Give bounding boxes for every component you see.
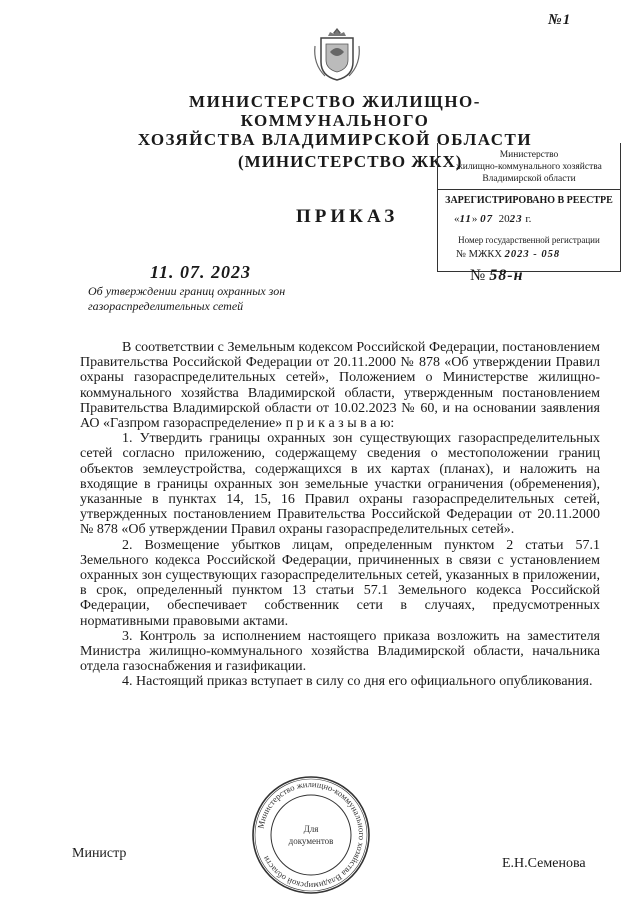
registry-stamp [437,143,621,272]
order-date: 11. 07. 2023 [150,262,252,282]
registry-stamp-divider [438,189,620,190]
order-number [470,267,523,285]
registry-number-prefix: № МЖКХ [456,249,502,260]
order-subject-line2: газораспределительных сетей [88,299,244,313]
order-preamble: В соответствии с Земельным кодексом Российской Федерации, постановлением Правительства Российской Федерации от 20.11.2000 № 878 «Об утверждении Правил охраны газораспределительных сетей», Положением о Министерстве жилищно-коммунального хозяйства Владимирской области, утвержденным постановлением Правительства Владимирской области от 10.02.2023 № 60, и на основании заявления АО «Газпром газораспределение» п р и к а з ы в а ю: [80,340,600,432]
order-item-3: 3. Контроль за исполнением настоящего приказа возложить на заместителя Министра жилищно-коммунального хозяйства Владимирской области, начальника отдела газоснабжения и газификации. [80,628,600,675]
seal-center-line1: Для [303,824,319,834]
coat-of-arms-emblem [312,24,362,84]
registry-number [456,249,560,260]
order-subject [88,284,348,314]
order-item-4: 4. Настоящий приказ вступает в силу со дня его официального опубликования. [122,674,593,690]
order-number-prefix: № [470,267,486,284]
registry-number-label: Номер государственной регистрации [458,235,600,245]
official-seal [250,774,372,896]
registry-date-day: 11 [459,213,472,225]
signatory-title: Министр [72,846,127,861]
registry-org-line1: Министерство [499,150,559,160]
registry-date-year-prefix: 20 [498,213,510,225]
registry-org-line3: Владимирской области [482,174,576,184]
order-subject-line1: Об утверждении границ охранных зон [88,284,286,298]
seal-center-line2: документов [288,836,334,846]
signatory-name: Е.Н.Семенова [502,856,586,871]
document-type-title: ПРИКАЗ [296,206,399,227]
registry-org-line2: жилищно-коммунального хозяйства [456,162,602,172]
order-number-value: 58-н [489,267,524,284]
registry-date: «11» 07 2023 г. [454,213,532,225]
ministry-name-line2: ХОЗЯЙСТВА ВЛАДИМИРСКОЙ ОБЛАСТИ [137,130,533,149]
registry-registered-label: ЗАРЕГИСТРИРОВАНО В РЕЕСТРЕ [445,195,613,206]
registry-number-value: 2023 - 058 [504,249,561,260]
page-mark: №1 [548,12,572,28]
order-item-2: 2. Возмещение убытков лицам, определенным пунктом 2 статьи 57.1 Земельного кодекса Российской Федерации, причиненных в связи с установлением охранных зон существующих газораспределительных сетей, указанных в приложении, в срок, определенный пунктом 13 статьи 57.1 Земельного кодекса Российской Федерации, обеспечивает собственник сети в случаях, предусмотренных нормативными правовыми актами. [80,537,600,629]
registry-date-year-suffix: 23 [509,213,523,225]
order-item-1: 1. Утвердить границы охранных зон существующих газораспределительных сетей согласно приложению, содержащему сведения о местоположении границ объектов землеустройства, содержащихся в их картах (планах), и наложить на входящие в границы охранных зон земельные участки ограничения (обременения), указанные в пунктах 14, 15, 16 Правил охраны газораспределительных сетей, утвержденных постановлением Правительства Российской Федерации от 20.11.2000 № 878 «Об утверждении Правил охраны газораспределительных сетей». [80,431,600,538]
ministry-name [100,92,570,149]
ministry-name-line1: МИНИСТЕРСТВО ЖИЛИЩНО-КОММУНАЛЬНОГО [189,92,481,130]
registry-stamp-org [438,149,620,185]
order-body [80,340,600,690]
registry-date-suffix: г. [525,213,532,225]
seal-ring-text: Министерство жилищно-коммунального хозяйства Владимирской области [255,778,368,892]
registry-date-month: 07 [480,213,494,225]
ministry-short-name: (МИНИСТЕРСТВО ЖКХ) [238,152,463,171]
